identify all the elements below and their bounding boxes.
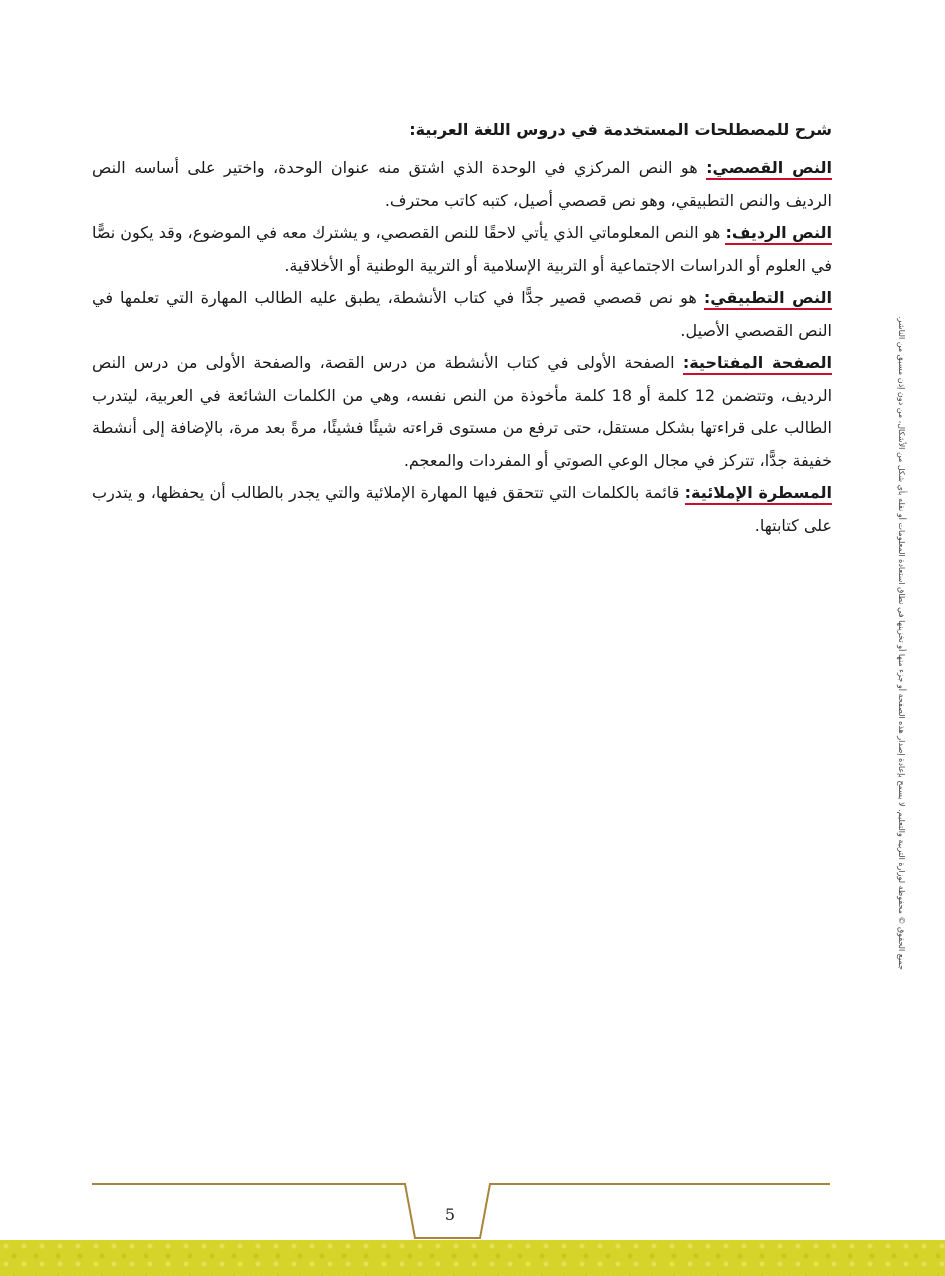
definition-text: هو النص المركزي في الوحدة الذي اشتق منه عنوان الوحدة، واختير على أساسه النص الرديف والنص التطبيقي، وهو نص قصصي أصيل، كتبه كاتب محترف.: [92, 158, 832, 210]
definition-text: الصفحة الأولى في كتاب الأنشطة من درس القصة، والصفحة الأولى من درس النص الرديف، وتتضمن 12 كلمة أو 18 كلمة مأخوذة من النص نفسه، وهي من الكلمات الشائعة في العربية، ليتدرب الطالب على قراءتها بشكل مستقل، حتى ترفع من مستوى قراءته شيئًا فشيئًا، مرةً بعد مرة، بالإضافة إلى أنشطة خفيفة جدًّا، تتركز في مجال الوعي الصوتي أو المفردات والمعجم.: [92, 353, 833, 470]
term-label: الصفحة المفتاحية:: [683, 353, 832, 375]
definition-text: قائمة بالكلمات التي تتحقق فيها المهارة الإملائية والتي يجدر بالطالب أن يحفظها، و يتدرب على كتابتها.: [92, 483, 832, 535]
main-content: [92, 118, 832, 542]
definition-paragraph: [92, 477, 832, 542]
term-label: النص التطبيقي:: [704, 288, 832, 310]
definition-text: هو النص المعلوماتي الذي يأتي لاحقًا للنص القصصي، و يشترك معه في الموضوع، وقد يكون نصًّا في العلوم أو الدراسات الاجتماعية أو التربية الإسلامية أو التربية الوطنية أو الأخلاقية.: [92, 223, 832, 275]
definition-text: هو نص قصصي قصير جدًّا في كتاب الأنشطة، يطبق عليه الطالب المهارة التي تعلمها في النص القصصي الأصيل.: [92, 288, 832, 340]
term-label: النص الرديف:: [725, 223, 832, 245]
bottom-pattern-band: [0, 1240, 945, 1276]
definition-paragraph: [92, 282, 832, 347]
copyright-text: جميع الحقوق © محفوظة لوزارة التربية والتعليم. لا يسمح بإعادة إصدار هذه الصفحة أو جزء منها أو تخزينها في نطاق استعادة المعلومات أو نقله بأي شكل من الأشكال، من دون إذن مسبق من الناشر.: [897, 316, 906, 970]
copyright-side-note: [890, 298, 912, 988]
term-label: النص القصصي:: [706, 158, 832, 180]
page-number: 5: [444, 1205, 456, 1224]
term-label: المسطرة الإملائية:: [685, 483, 832, 505]
definition-paragraph: [92, 152, 832, 217]
definition-paragraph: [92, 347, 832, 477]
page-heading: شرح للمصطلحات المستخدمة في دروس اللغة العربية:: [409, 120, 832, 139]
definition-paragraph: [92, 217, 832, 282]
